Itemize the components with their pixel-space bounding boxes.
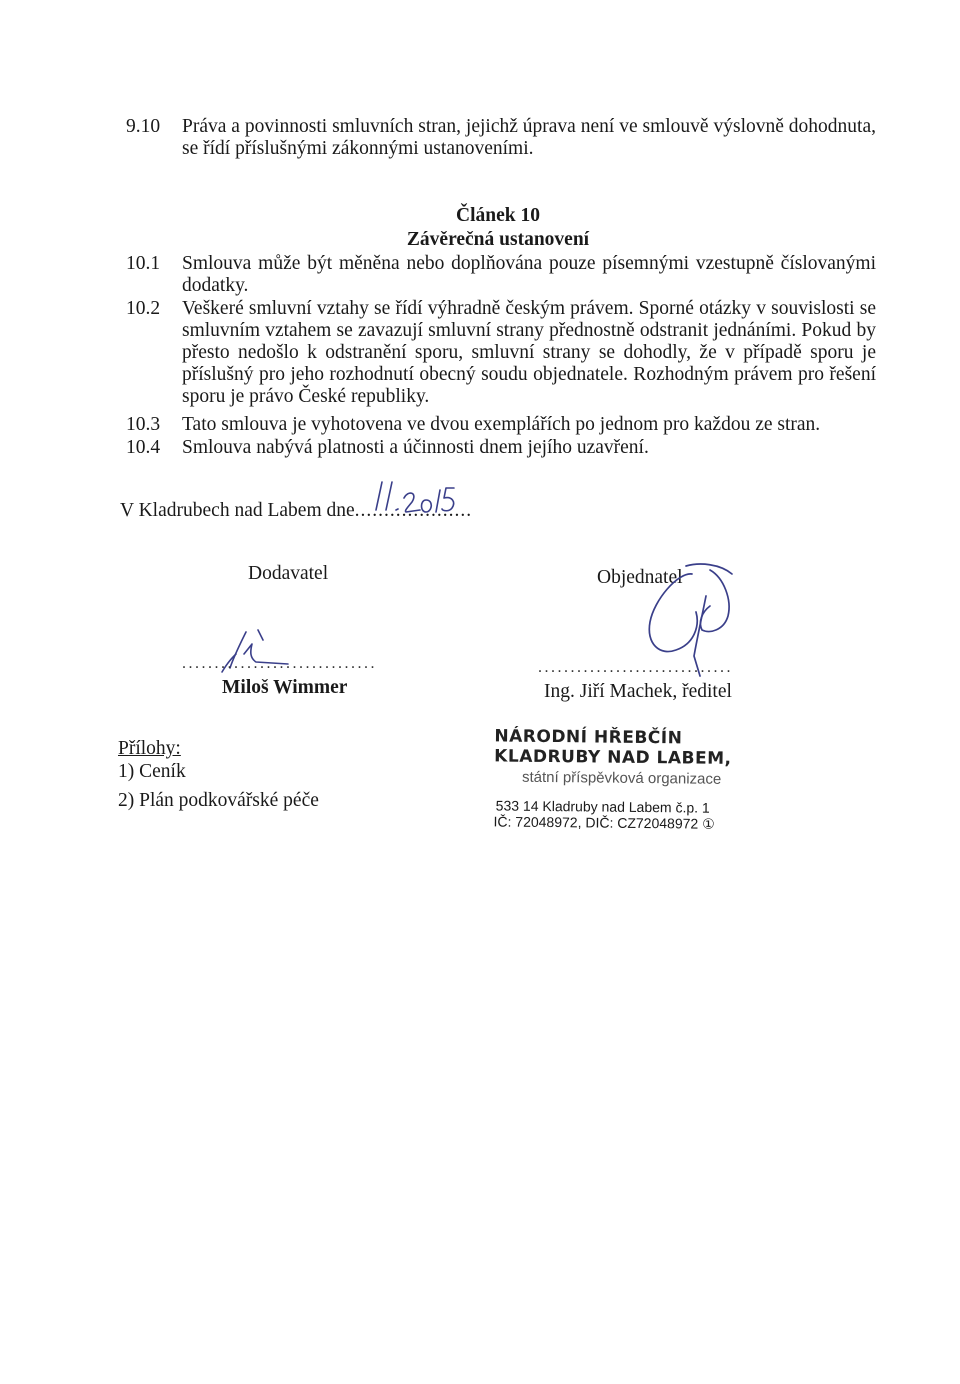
attachments-title: Přílohy: xyxy=(118,738,181,759)
organization-stamp xyxy=(493,726,794,833)
supplier-signature-line: .............................. xyxy=(182,655,377,672)
stamp-organization-name: NÁRODNÍ HŘEBČÍN KLADRUBY NAD LABEM, xyxy=(494,726,732,769)
handwritten-date xyxy=(364,476,484,520)
attachment-item: 2) Plán podkovářské péče xyxy=(118,790,319,811)
clause-number: 10.1 xyxy=(126,253,161,274)
article-title: Článek 10 xyxy=(456,205,540,226)
clause-number: 10.2 xyxy=(126,298,161,319)
customer-signature-line: .............................. xyxy=(538,659,733,676)
clause-9-10 xyxy=(126,116,876,164)
clause-number: 10.4 xyxy=(126,437,161,458)
clause-number: 10.3 xyxy=(126,414,161,435)
clause-text: Smlouva nabývá platnosti a účinnosti dnem jejího uzavření. xyxy=(182,437,649,458)
article-subtitle: Závěrečná ustanovení xyxy=(406,229,590,250)
clause-text: Smlouva může být měněna nebo doplňována pouze písemnými vzestupně číslovanými dodatky. xyxy=(182,253,876,296)
stamp-address: 533 14 Kladruby nad Labem č.p. 1 xyxy=(495,797,710,816)
stamp-organization-type: státní příspěvková organizace xyxy=(521,768,722,788)
customer-label: Objednatel xyxy=(597,567,683,588)
supplier-name: Miloš Wimmer xyxy=(222,677,348,698)
clause-text: Práva a povinnosti smluvních stran, jejichž úprava není ve smlouvě výslovně dohodnuta, se řídí příslušnými zákonnými ustanoveními. xyxy=(182,116,876,159)
attachment-item: 1) Ceník xyxy=(118,761,186,782)
place-date-prefix: V Kladrubech nad Labem dne xyxy=(120,500,355,521)
supplier-label: Dodavatel xyxy=(248,563,329,584)
clause-number: 9.10 xyxy=(126,116,161,137)
customer-name: Ing. Jiří Machek, ředitel xyxy=(544,681,732,702)
clause-text: Veškeré smluvní vztahy se řídí výhradně českým právem. Sporné otázky v souvislosti se smluvním vztahem se zavazují smluvní strany přednostně odstranit jednáními. Pokud by přesto nedošlo k odstranění sporu, smluvní strany se dohodly, že v případě sporu je příslušný pro jeho rozhodnutí obecný soudu objednatele. Rozhodným právem pro řešení sporu je právo České republiky. xyxy=(182,298,876,407)
stamp-ids: IČ: 72048972, DIČ: CZ72048972 ① xyxy=(493,813,715,832)
date-dots: .................... xyxy=(354,500,473,521)
clause-text: Tato smlouva je vyhotovena ve dvou exemplářích po jednom pro každou ze stran. xyxy=(182,414,821,435)
